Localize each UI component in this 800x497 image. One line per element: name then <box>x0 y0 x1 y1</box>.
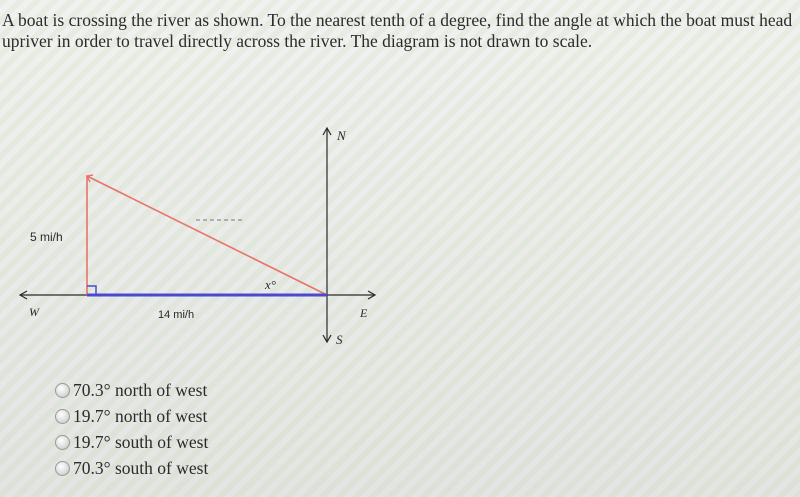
angle-label: x° <box>265 277 276 292</box>
radio-button[interactable] <box>55 383 70 398</box>
west-label: W <box>29 305 39 319</box>
radio-button[interactable] <box>55 409 70 424</box>
choice-label: 70.3° south of west <box>73 457 209 478</box>
north-south-axis <box>323 128 331 342</box>
choice-label: 70.3° north of west <box>73 379 208 400</box>
radio-button[interactable] <box>55 435 70 450</box>
choice-option-4[interactable] <box>55 455 208 481</box>
resultant-hypotenuse <box>87 176 327 295</box>
horizontal-speed-label: 14 mi/h <box>158 309 195 321</box>
choice-option-2[interactable] <box>55 403 208 429</box>
radio-button[interactable] <box>55 461 70 476</box>
vertical-speed-label: 5 mi/h <box>30 230 63 244</box>
east-label: E <box>360 306 368 320</box>
question-text: A boat is crossing the river as shown. To the nearest tenth of a degree, find the angle at which the boat must head upriver in order to travel directly across the river. The diagram is not drawn to scale. <box>2 10 793 51</box>
choice-label: 19.7° south of west <box>73 431 209 452</box>
north-label: N <box>337 128 346 143</box>
choice-option-1[interactable] <box>55 377 208 403</box>
choice-label: 19.7° north of west <box>73 405 208 426</box>
choice-option-3[interactable] <box>55 429 208 455</box>
answer-choices <box>55 377 208 481</box>
south-label: S <box>336 332 343 347</box>
